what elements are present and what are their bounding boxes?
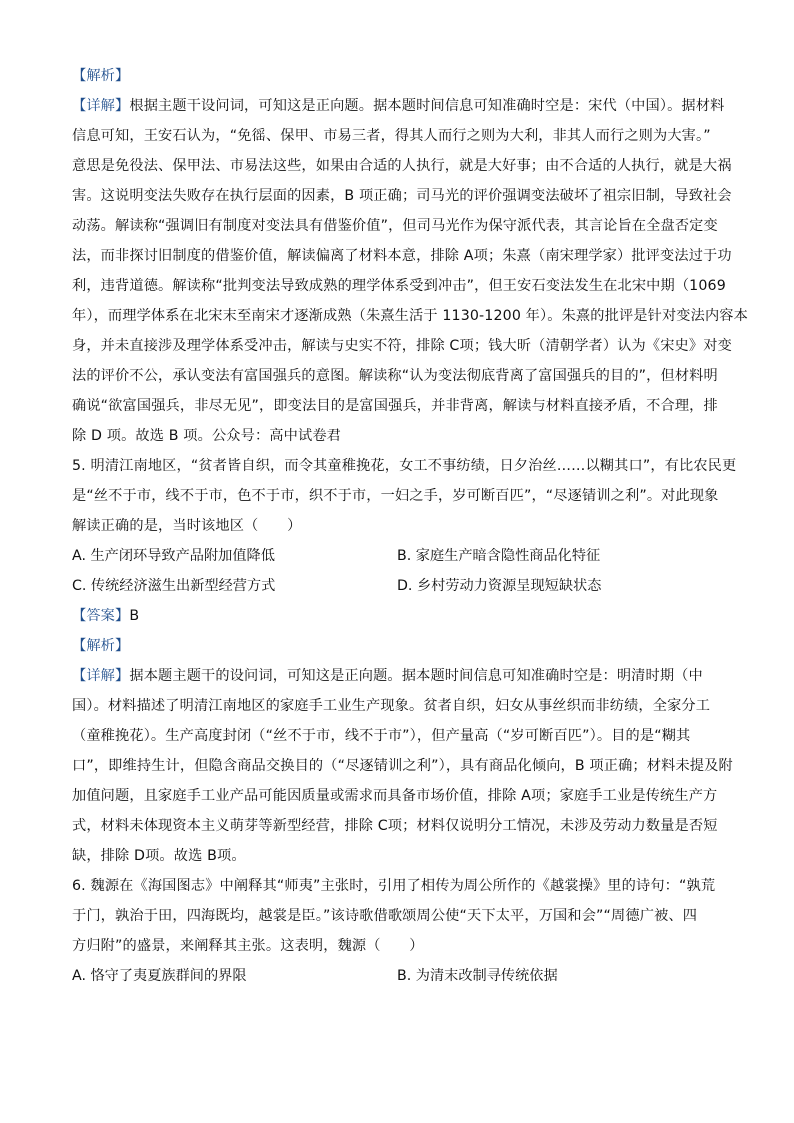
detail-tag: 【详解】	[72, 98, 130, 114]
q4-text-line: 信息可知，王安石认为，“免徭、保甲、市易三者，得其人而行之则为大利，非其人而行之则为大害。”	[72, 128, 711, 144]
q5-text-line: 缺，排除 D项。故选 B项。	[72, 848, 246, 864]
q5-option-c: C. 传统经济滋生出新型经营方式	[72, 578, 276, 594]
q5-stem-line: 是“丝不于市，线不于市，色不于市，织不于市，一妇之手，岁可断百匹”，“尽逐锖训之利”。对此现象	[72, 488, 719, 504]
q4-text-line: 确说“欲富国强兵，非尽无见”，即变法目的是富国强兵，并非背离，解读与材料直接矛盾，不合理，排	[72, 398, 718, 414]
q4-text-line: 利，违背道德。解读称“批判变法导致成熟的理学体系受到冲击”，但王安石变法发生在北宋中期（1069	[72, 278, 726, 294]
q5-stem-line: 5. 明清江南地区，“贫者皆自织，而令其童稚挽花，女工不事纺绩，日夕治丝……以糊其口”，有比农民更	[72, 458, 737, 474]
q5-text-line: （童稚挽花）。生产高度封闭（“丝不于市，线不于市”），但产量高（“岁可断百匹”）。目的是“糊其	[72, 728, 691, 744]
q5-text-line: 国）。材料描述了明清江南地区的家庭手工业生产现象。贫者自织，妇女从事丝织而非纺绩，全家分工	[72, 698, 711, 714]
q6-stem-line: 6. 魏源在《海国图志》中阐释其“师夷”主张时，引用了相传为周公所作的《越裳操》里的诗句：“孰荒	[72, 878, 716, 894]
q4-text-line: 除 D 项。故选 B 项。公众号：高中试卷君	[72, 428, 341, 444]
q5-stem-line: 解读正确的是，当时该地区（ ）	[72, 518, 302, 534]
q4-detail-line: 【详解】根据主题干设问词，可知这是正向题。据本题时间信息可知准确时空是：宋代（中国）。据材料	[72, 98, 725, 114]
q6-option-b: B. 为清末改制寻传统依据	[397, 968, 558, 984]
analysis-tag: 【解析】	[72, 68, 130, 84]
q5-option-a: A. 生产闭环导致产品附加值降低	[72, 548, 275, 564]
q5-answer-line	[72, 602, 724, 630]
q4-text-line: 法的评价不公，承认变法有富国强兵的意图。解读称“认为变法彻底背离了富国强兵的目的”，但材料明	[72, 368, 718, 384]
q6-stem-line: 方归附”的盛景，来阐释其主张。这表明，魏源（ ）	[72, 938, 424, 954]
q6-stem-line: 于门，孰治于田，四海既均，越裳是臣。”该诗歌借歌颂周公使“天下太平，万国和会”“周德广被、四	[72, 908, 698, 924]
answer-tag: 【答案】	[72, 608, 130, 624]
q5-detail-line: 【详解】据本题主题干的设问词，可知这是正向题。据本题时间信息可知准确时空是：明清时期（中	[72, 668, 703, 684]
q5-option-d: D. 乡村劳动力资源呈现短缺状态	[397, 578, 602, 594]
q4-text-line: 动荡。解读称“强调旧有制度对变法具有借鉴价值”，但司马光作为保守派代表，其言论旨在全盘否定变	[72, 218, 718, 234]
detail-tag: 【详解】	[72, 668, 130, 684]
q4-text-line: 身，并未直接涉及理学体系受冲击，解读与史实不符，排除 C项；钱大昕（清朝学者）认为《宋史》对变	[72, 338, 732, 354]
analysis-tag: 【解析】	[72, 638, 130, 654]
q4-text-line: 法，而非探讨旧制度的借鉴价值，解读偏离了材料本意，排除 A项；朱熹（南宋理学家）批评变法过于功	[72, 248, 732, 264]
q4-text-line: 意思是免役法、保甲法、市易法这些，如果由合适的人执行，就是大好事；由不合适的人执行，就是大祸	[72, 158, 732, 174]
q6-option-a: A. 恪守了夷夏族群间的界限	[72, 968, 247, 984]
q5-text-line: 式，材料未体现资本主义萌芽等新型经营，排除 C项；材料仅说明分工情况，未涉及劳动力数量是否短	[72, 818, 718, 834]
q5-text-line: 口”，即维持生计，但隐含商品交换目的（“尽逐锖训之利”），具有商品化倾向，B 项正确；材料未提及附	[72, 758, 733, 774]
q4-text-line: 年），而理学体系在北宋末至南宋才逐渐成熟（朱熹生活于 1130-1200 年）。朱熹的批评是针对变法内容本	[72, 308, 748, 324]
answer-value: B	[129, 608, 140, 624]
q5-text-line: 加值问题，且家庭手工业产品可能因质量或需求而具备市场价值，排除 A项；家庭手工业是传统生产方	[72, 788, 718, 804]
q4-text-line: 害。这说明变法失败存在执行层面的因素，B 项正确；司马光的评价强调变法破坏了祖宗旧制，导致社会	[72, 188, 732, 204]
q5-option-b: B. 家庭生产暗含隐性商品化特征	[397, 548, 601, 564]
